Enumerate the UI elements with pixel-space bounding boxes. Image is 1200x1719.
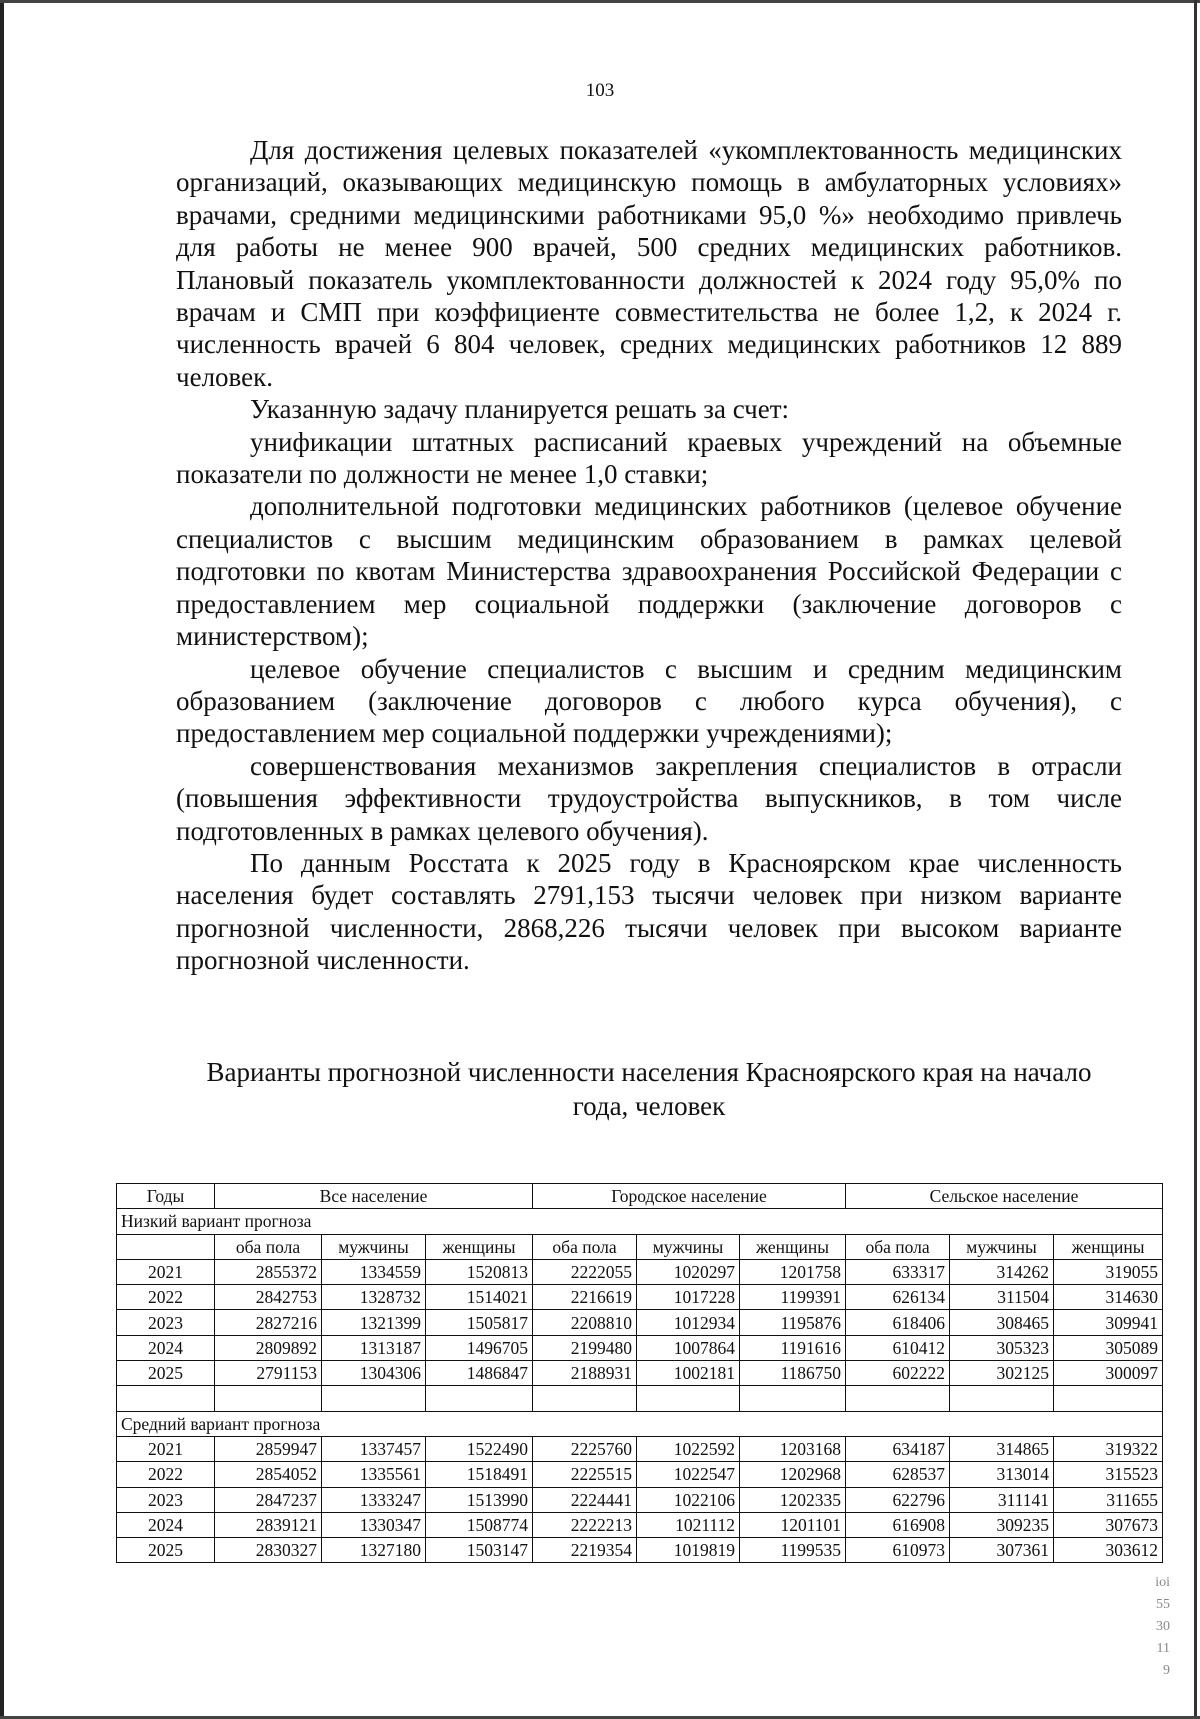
value-cell: 1328732 — [322, 1285, 426, 1310]
value-cell: 1505817 — [426, 1310, 533, 1335]
year-cell: 2025 — [117, 1538, 215, 1563]
table-row — [117, 1538, 1163, 1563]
value-cell: 1007864 — [637, 1335, 740, 1360]
value-cell: 1335561 — [322, 1462, 426, 1487]
value-cell: 1520813 — [426, 1259, 533, 1284]
value-cell: 633317 — [846, 1259, 950, 1284]
value-cell: 1020297 — [637, 1259, 740, 1284]
value-cell: 1012934 — [637, 1310, 740, 1335]
value-cell: 309941 — [1054, 1310, 1163, 1335]
value-cell: 1496705 — [426, 1335, 533, 1360]
value-cell: 1201758 — [740, 1259, 846, 1284]
value-cell: 307673 — [1054, 1512, 1163, 1537]
value-cell: 2827216 — [215, 1310, 322, 1335]
value-cell: 1486847 — [426, 1361, 533, 1386]
value-cell: 314262 — [950, 1259, 1054, 1284]
margin-marks — [1130, 1572, 1170, 1682]
year-cell: 2024 — [117, 1512, 215, 1537]
value-cell: 1019819 — [637, 1538, 740, 1563]
value-cell: 2219354 — [533, 1538, 637, 1563]
paragraph: Для достижения целевых показателей «укомплектованность медицинских организаций, оказывающих медицинскую помощь в амбулаторных условиях» врачами, средними медицинскими работниками 95,0 %» необходимо привлечь для работы не менее 900 врачей, 500 средних медицинских работников. Плановый показатель укомплектованности должностей к 2024 году 95,0% по врачам и СМП при коэффициенте совместительства не более 1,2, к 2024 г. численность врачей 6 804 человек, средних медицинских работников 12 889 человек. — [176, 135, 1122, 392]
value-cell: 2222055 — [533, 1259, 637, 1284]
value-cell: 1199535 — [740, 1538, 846, 1563]
value-cell: 300097 — [1054, 1361, 1163, 1386]
paragraph: Указанную задачу планируется решать за счет: — [250, 394, 790, 425]
value-cell: 305089 — [1054, 1335, 1163, 1360]
subheader-cell — [117, 1234, 215, 1259]
value-cell: 303612 — [1054, 1538, 1163, 1563]
table-header-row — [117, 1184, 1163, 1209]
paragraph: унификации штатных расписаний краевых учреждений на объемные показатели по должности не менее 1,0 ставки; — [176, 426, 1122, 490]
subheader-cell: мужчины — [637, 1234, 740, 1259]
scan-border-right — [1194, 0, 1197, 1719]
value-cell: 1522490 — [426, 1436, 533, 1461]
value-cell: 1186750 — [740, 1361, 846, 1386]
section-mid-variant — [117, 1411, 1163, 1436]
table-row — [117, 1462, 1163, 1487]
table-row — [117, 1436, 1163, 1461]
body-text — [176, 134, 1122, 977]
value-cell: 2847237 — [215, 1487, 322, 1512]
value-cell: 309235 — [950, 1512, 1054, 1537]
scan-border-left — [0, 0, 4, 1719]
value-cell: 1333247 — [322, 1487, 426, 1512]
value-cell: 308465 — [950, 1310, 1054, 1335]
value-cell: 2791153 — [215, 1361, 322, 1386]
value-cell: 626134 — [846, 1285, 950, 1310]
section-low-variant — [117, 1209, 1163, 1234]
section-label: Средний вариант прогноза — [117, 1411, 1163, 1436]
subheader-cell: мужчины — [322, 1234, 426, 1259]
value-cell: 319322 — [1054, 1436, 1163, 1461]
value-cell: 2188931 — [533, 1361, 637, 1386]
value-cell: 2830327 — [215, 1538, 322, 1563]
value-cell: 1514021 — [426, 1285, 533, 1310]
value-cell: 1327180 — [322, 1538, 426, 1563]
year-cell: 2021 — [117, 1259, 215, 1284]
value-cell: 1022592 — [637, 1436, 740, 1461]
value-cell: 1195876 — [740, 1310, 846, 1335]
subheader-cell: женщины — [740, 1234, 846, 1259]
margin-mark: 30 — [1156, 1619, 1170, 1634]
table-row — [117, 1259, 1163, 1284]
value-cell: 618406 — [846, 1310, 950, 1335]
paragraph: По данным Росстата к 2025 году в Красноярском крае численность населения будет составлять 2791,153 тысячи человек при низком варианте прогнозной численности, 2868,226 тысячи человек при высоком варианте прогнозной численности. — [176, 847, 1122, 976]
subheader-cell: мужчины — [950, 1234, 1054, 1259]
value-cell: 1518491 — [426, 1462, 533, 1487]
year-cell: 2024 — [117, 1335, 215, 1360]
value-cell: 1201101 — [740, 1512, 846, 1537]
value-cell: 1202968 — [740, 1462, 846, 1487]
table-row — [117, 1310, 1163, 1335]
value-cell: 2225515 — [533, 1462, 637, 1487]
value-cell: 307361 — [950, 1538, 1054, 1563]
margin-mark: ioi — [1155, 1575, 1170, 1590]
table-row — [117, 1285, 1163, 1310]
value-cell: 1334559 — [322, 1259, 426, 1284]
empty-row — [117, 1386, 1163, 1411]
value-cell: 2224441 — [533, 1487, 637, 1512]
value-cell: 313014 — [950, 1462, 1054, 1487]
value-cell: 1002181 — [637, 1361, 740, 1386]
value-cell: 315523 — [1054, 1462, 1163, 1487]
table-title: Варианты прогнозной численности населения Красноярского края на начало года, человек — [206, 1057, 1092, 1121]
value-cell: 1022547 — [637, 1462, 740, 1487]
table-row — [117, 1487, 1163, 1512]
value-cell: 311655 — [1054, 1487, 1163, 1512]
value-cell: 634187 — [846, 1436, 950, 1461]
subheader-cell: оба пола — [215, 1234, 322, 1259]
value-cell: 2225760 — [533, 1436, 637, 1461]
header-years: Годы — [117, 1184, 215, 1209]
value-cell: 319055 — [1054, 1259, 1163, 1284]
year-cell: 2021 — [117, 1436, 215, 1461]
value-cell: 2216619 — [533, 1285, 637, 1310]
header-rural-population: Сельское население — [846, 1184, 1163, 1209]
value-cell: 314865 — [950, 1436, 1054, 1461]
margin-mark: 55 — [1156, 1597, 1170, 1612]
year-cell: 2023 — [117, 1310, 215, 1335]
value-cell: 2809892 — [215, 1335, 322, 1360]
value-cell: 616908 — [846, 1512, 950, 1537]
value-cell: 1017228 — [637, 1285, 740, 1310]
subheader-cell: оба пола — [533, 1234, 637, 1259]
population-forecast-table — [116, 1183, 1163, 1563]
value-cell: 305323 — [950, 1335, 1054, 1360]
value-cell: 628537 — [846, 1462, 950, 1487]
value-cell: 2199480 — [533, 1335, 637, 1360]
value-cell: 1022106 — [637, 1487, 740, 1512]
value-cell: 1503147 — [426, 1538, 533, 1563]
value-cell: 311141 — [950, 1487, 1054, 1512]
year-cell: 2022 — [117, 1285, 215, 1310]
value-cell: 2854052 — [215, 1462, 322, 1487]
table-row — [117, 1512, 1163, 1537]
year-cell: 2025 — [117, 1361, 215, 1386]
value-cell: 1202335 — [740, 1487, 846, 1512]
scan-border-top — [0, 0, 1200, 3]
value-cell: 622796 — [846, 1487, 950, 1512]
margin-mark: 9 — [1163, 1663, 1170, 1678]
value-cell: 311504 — [950, 1285, 1054, 1310]
paragraph: совершенствования механизмов закрепления специалистов в отрасли (повышения эффективности трудоустройства выпускников, в том числе подготовленных в рамках целевого обучения). — [176, 750, 1122, 846]
value-cell: 2855372 — [215, 1259, 322, 1284]
year-cell: 2023 — [117, 1487, 215, 1512]
subheader-cell: оба пола — [846, 1234, 950, 1259]
value-cell: 602222 — [846, 1361, 950, 1386]
subheader-cell: женщины — [1054, 1234, 1163, 1259]
value-cell: 1021112 — [637, 1512, 740, 1537]
subheader-row — [117, 1234, 1163, 1259]
value-cell: 302125 — [950, 1361, 1054, 1386]
value-cell: 1330347 — [322, 1512, 426, 1537]
header-all-population: Все население — [215, 1184, 533, 1209]
value-cell: 2859947 — [215, 1436, 322, 1461]
value-cell: 2839121 — [215, 1512, 322, 1537]
year-cell: 2022 — [117, 1462, 215, 1487]
value-cell: 1508774 — [426, 1512, 533, 1537]
table-row — [117, 1335, 1163, 1360]
value-cell: 610412 — [846, 1335, 950, 1360]
paragraph: целевое обучение специалистов с высшим и средним медицинским образованием (заключение договоров с любого курса обучения), с предоставлением мер социальной поддержки учреждениями); — [176, 653, 1122, 749]
value-cell: 1513990 — [426, 1487, 533, 1512]
value-cell: 1313187 — [322, 1335, 426, 1360]
value-cell: 2842753 — [215, 1285, 322, 1310]
value-cell: 1191616 — [740, 1335, 846, 1360]
page-number: 103 — [585, 80, 615, 101]
subheader-cell: женщины — [426, 1234, 533, 1259]
value-cell: 1304306 — [322, 1361, 426, 1386]
section-label: Низкий вариант прогноза — [117, 1209, 1163, 1234]
value-cell: 610973 — [846, 1538, 950, 1563]
table-row — [117, 1361, 1163, 1386]
header-urban-population: Городское население — [533, 1184, 846, 1209]
value-cell: 1203168 — [740, 1436, 846, 1461]
value-cell: 1337457 — [322, 1436, 426, 1461]
value-cell: 2222213 — [533, 1512, 637, 1537]
value-cell: 1321399 — [322, 1310, 426, 1335]
margin-mark: 11 — [1156, 1641, 1170, 1656]
paragraph: дополнительной подготовки медицинских работников (целевое обучение специалистов с высшим медицинским образованием в рамках целевой подготовки по квотам Министерства здравоохранения Российской Федерации с предоставлением мер социальной поддержки (заключение договоров с министерством); — [176, 491, 1122, 652]
value-cell: 1199391 — [740, 1285, 846, 1310]
value-cell: 2208810 — [533, 1310, 637, 1335]
value-cell: 314630 — [1054, 1285, 1163, 1310]
